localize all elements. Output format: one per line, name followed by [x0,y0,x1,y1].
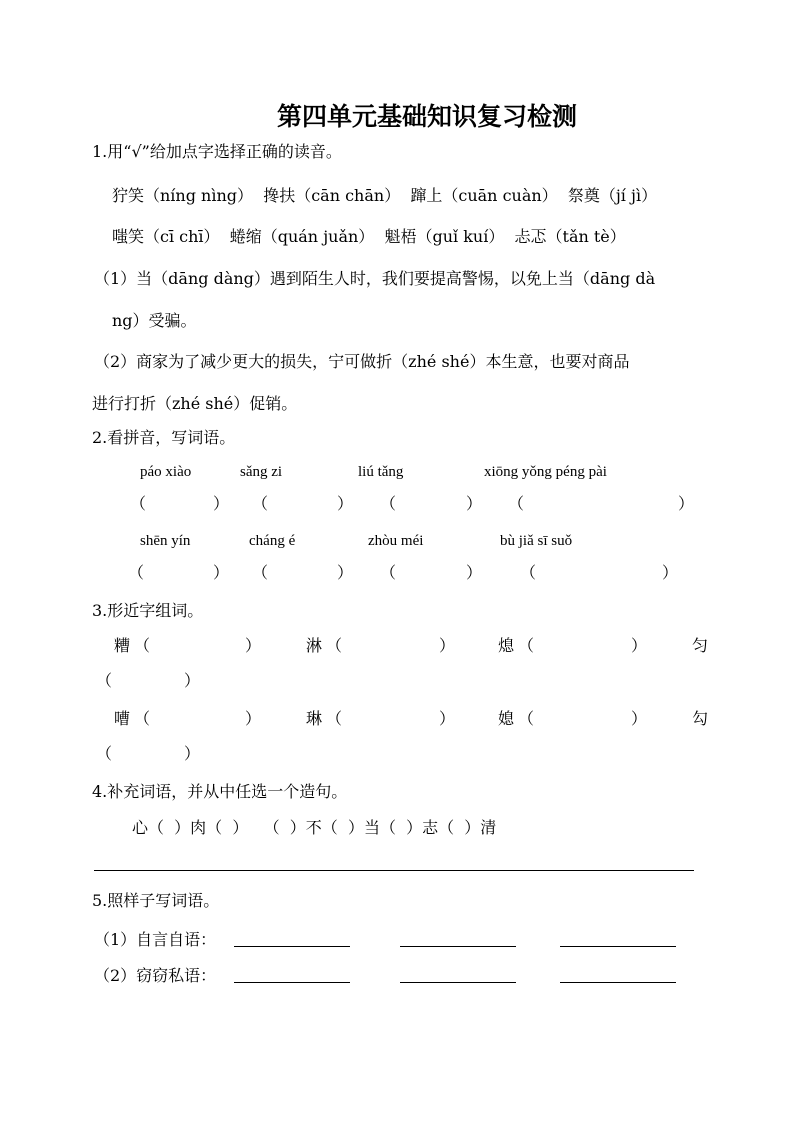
answer-bracket-close: ） [337,563,354,582]
q5-item1-label: （1）自言自语： [94,930,217,949]
answer-bracket-open: （ [128,563,145,582]
pinyin-sangzi: sǎng zi [240,464,283,480]
pinyin-paoxiao: páo xiào [140,464,192,480]
q1-heading: 1.用“√”给加点字选择正确的读音。 [92,142,342,161]
pinyin-zhoumei: zhòu méi [368,533,424,549]
answer-bracket-close: ） [213,563,230,582]
answer-bracket-close: ） [466,563,483,582]
q5-item2-label: （2）窃窃私语： [94,966,217,985]
answer-blank[interactable] [234,982,350,983]
q4-heading: 4.补充词语，并从中任选一个造句。 [92,782,348,801]
q1-sentence1a: （1）当（dāng dàng）遇到陌生人时，我们要提高警惕，以免上当（dāng dà [94,269,656,288]
answer-bracket-close: ） [678,494,695,513]
answer-bracket-close: ） [662,563,679,582]
answer-bracket-open: （ [252,494,269,513]
answer-bracket-close: ） [631,636,648,655]
pinyin-shenyin: shēn yín [140,533,191,549]
answer-blank[interactable] [560,946,676,947]
answer-bracket-close: ） [337,494,354,513]
q3-heading: 3.形近字组词。 [92,601,204,620]
q1-sentence2b: 进行打折（zhé shé）促销。 [92,394,298,413]
answer-bracket-open: （ [96,671,113,690]
sentence-answer-line[interactable] [94,870,694,871]
q1-sentence1b: ng）受骗。 [112,311,197,330]
q4-idiom-line: 心（ ）肉（ ） （ ）不（ ）当（ ）志（ ）清 [132,818,497,837]
answer-bracket-close: ） [631,709,648,728]
answer-bracket-open: （ [130,494,147,513]
answer-bracket-close: ） [439,709,456,728]
answer-bracket-open: （ [518,709,535,728]
answer-bracket-close: ） [245,709,262,728]
char-xi: 熄 [498,636,515,655]
pinyin-change: cháng é [249,533,296,549]
q1-sentence2a: （2）商家为了减少更大的损失，宁可做折（zhé shé）本生意，也要对商品 [94,352,630,371]
char-lin: 淋 [306,636,323,655]
char-yun: 匀 [692,636,709,655]
answer-bracket-open: （ [518,636,535,655]
answer-bracket-open: （ [134,636,151,655]
answer-bracket-close: ） [184,671,201,690]
answer-bracket-open: （ [508,494,525,513]
answer-bracket-open: （ [380,494,397,513]
answer-bracket-close: ） [439,636,456,655]
answer-bracket-open: （ [520,563,537,582]
answer-bracket-close: ） [466,494,483,513]
answer-bracket-close: ） [245,636,262,655]
answer-bracket-close: ） [184,744,201,763]
char-gou: 勾 [692,709,709,728]
char-zao: 糟 [114,636,131,655]
pinyin-liutang: liú tǎng [358,464,404,480]
pinyin-xiongyong: xiōng yǒng péng pài [484,464,607,480]
answer-bracket-open: （ [252,563,269,582]
q2-heading: 2.看拼音，写词语。 [92,428,236,447]
q1-row1: 狞笑（níng nìng） 搀扶（cān chān） 蹿上（cuān cuàn） 祭奠（jí jì） [112,186,658,205]
answer-blank[interactable] [560,982,676,983]
page-title: 第四单元基础知识复习检测 [276,102,577,131]
answer-bracket-open: （ [380,563,397,582]
answer-bracket-open: （ [326,636,343,655]
pinyin-bujiasisuo: bù jiǎ sī suǒ [500,533,573,549]
char-xi2: 媳 [498,709,515,728]
answer-bracket-open: （ [134,709,151,728]
answer-bracket-open: （ [326,709,343,728]
char-cao: 嘈 [114,709,131,728]
answer-blank[interactable] [234,946,350,947]
answer-bracket-close: ） [213,494,230,513]
answer-blank[interactable] [400,982,516,983]
answer-blank[interactable] [400,946,516,947]
q5-heading: 5.照样子写词语。 [92,891,220,910]
q1-row2: 嗤笑（cī chī） 蜷缩（quán juǎn） 魁梧（guǐ kuí） 忐忑（tǎn tè） [112,227,626,246]
char-lin2: 琳 [306,709,323,728]
answer-bracket-open: （ [96,744,113,763]
